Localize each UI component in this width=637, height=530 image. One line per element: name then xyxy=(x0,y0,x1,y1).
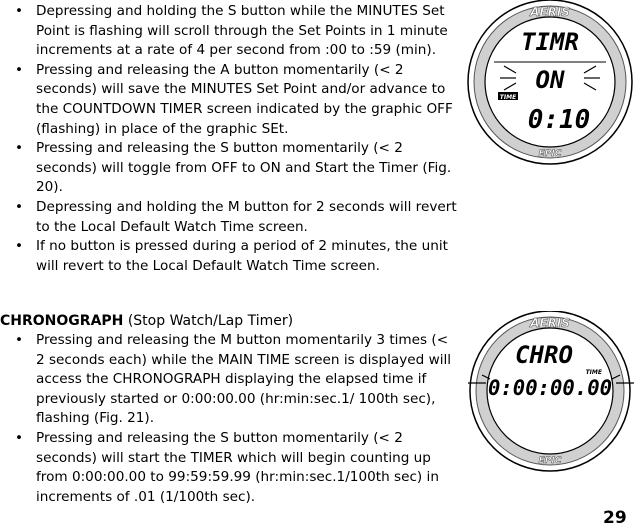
heading-bold-text: CHRONOGRAPH xyxy=(0,313,124,329)
page-number: 29 xyxy=(603,508,627,528)
bullet-list-timer xyxy=(0,2,460,276)
bullet-list-chronograph xyxy=(0,331,460,507)
model-label: EPIC xyxy=(538,456,562,466)
lcd-line3: 0:10 xyxy=(527,105,591,135)
lcd-line1: TIMR xyxy=(521,28,579,56)
watch-figure-chronograph xyxy=(464,311,637,481)
heading-subtitle: (Stop Watch/Lap Timer) xyxy=(123,313,294,329)
model-label: EPIC xyxy=(538,149,562,159)
lcd-line1: CHRO xyxy=(515,341,573,369)
lcd-line2: 0:00:00.00 xyxy=(488,376,612,400)
list-item: • Depressing and holding the S button while the MINUTES Set Point is flashing will scroll through the Set Points in 1 minute increments at a rate of 4 per second from :00 to :59 (min). xyxy=(15,3,448,59)
watch-figure-timer xyxy=(464,0,637,170)
brand-logo: AERIS xyxy=(530,316,570,330)
list-item: • If no button is pressed during a period of 2 minutes, the unit will revert to the Local Default Watch Time screen. xyxy=(15,238,448,274)
list-item: • Pressing and releasing the M button momentarily 3 times (< 2 seconds each) while the MAIN TIME screen is displayed will access the CHRONOGRAPH displaying the elapsed time if previously started or 0:00:00.00 (hr:min:sec.1/ 100th sec), flashing (Fig. 21). xyxy=(15,332,452,427)
time-tag: TIME xyxy=(499,94,517,101)
list-item: • Pressing and releasing the A button momentarily (< 2 seconds) will save the MINUTES Set Point and/or advance to the COUNTDOWN TIMER screen indicated by the graphic OFF (flashing) in place of the graphic SEt. xyxy=(15,61,453,137)
list-item: • Pressing and releasing the S button momentarily (< 2 seconds) will toggle from OFF to ON and Start the Timer (Fig. 20). xyxy=(15,140,452,196)
brand-logo: AERIS xyxy=(530,5,570,19)
time-tag: TIME xyxy=(585,369,602,376)
section-heading-chronograph xyxy=(0,311,293,331)
lcd-line2: ON xyxy=(535,66,565,94)
list-item: • Depressing and holding the M button for 2 seconds will revert to the Local Default Watch Time screen. xyxy=(15,198,457,235)
list-item: • Pressing and releasing the S button momentarily (< 2 seconds) will start the TIMER which will begin counting up from 0:00:00.00 to 99:59:59.99 (hr:min:sec.1/100th sec) in increments of .01 (1/100th sec). xyxy=(15,429,439,505)
